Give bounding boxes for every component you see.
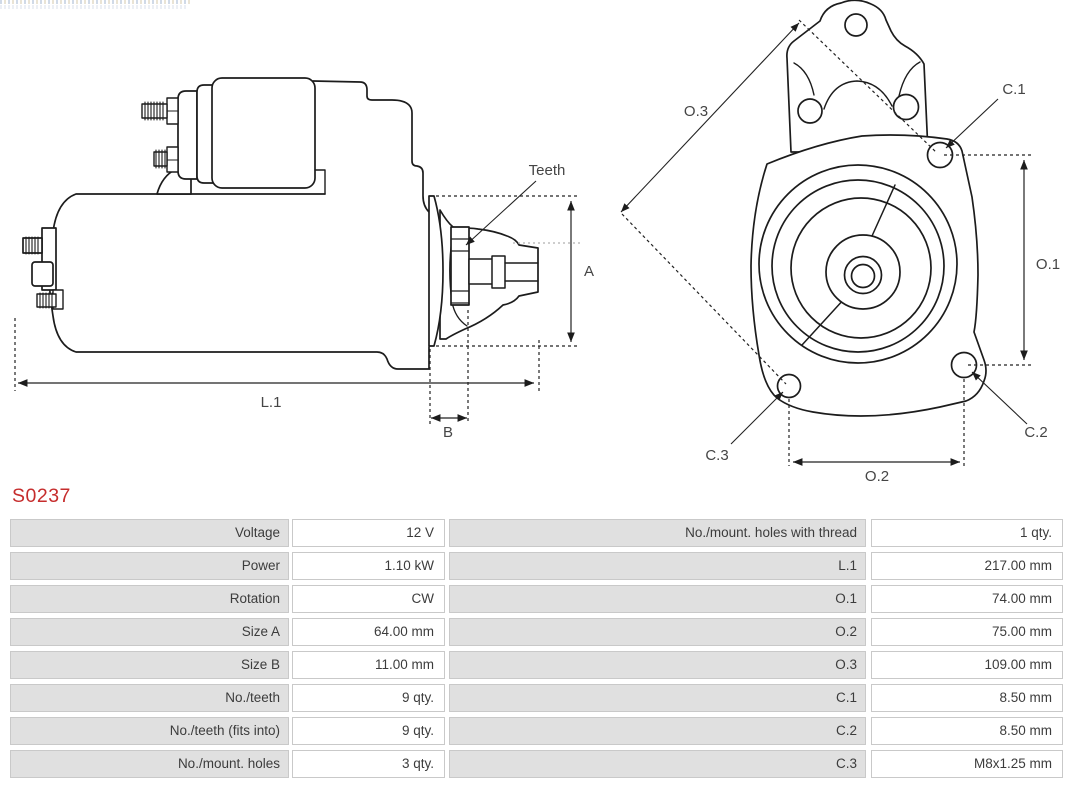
spec-label: Size A [10, 618, 289, 646]
table-row [449, 618, 1063, 646]
shaft-collar [492, 256, 505, 288]
spec-value: 109.00 mm [871, 651, 1063, 679]
spec-label: O.1 [449, 585, 866, 613]
spec-label: C.1 [449, 684, 866, 712]
spec-table-left [10, 519, 445, 783]
dim-a-label: A [583, 263, 595, 280]
table-row [449, 684, 1063, 712]
table-row [10, 585, 445, 613]
c1-leader [946, 99, 998, 148]
spec-label: No./teeth [10, 684, 289, 712]
table-row [449, 519, 1063, 547]
spec-value: 74.00 mm [871, 585, 1063, 613]
spec-value: 3 qty. [292, 750, 445, 778]
table-row [10, 552, 445, 580]
dim-b-label: B [442, 424, 454, 441]
spec-value: 12 V [292, 519, 445, 547]
dim-c3-label: C.3 [705, 447, 729, 464]
table-row [449, 651, 1063, 679]
table-row [449, 717, 1063, 745]
spec-label: C.3 [449, 750, 866, 778]
mount-hole-c2 [952, 353, 977, 378]
teeth-label: Teeth [528, 162, 566, 179]
table-row [10, 618, 445, 646]
dim-o3-label: O.3 [683, 103, 709, 120]
spec-label: No./teeth (fits into) [10, 717, 289, 745]
table-row [449, 552, 1063, 580]
spec-value: 64.00 mm [292, 618, 445, 646]
spec-label: L.1 [449, 552, 866, 580]
spec-label: O.3 [449, 651, 866, 679]
spec-label: C.2 [449, 717, 866, 745]
dim-c1-label: C.1 [1002, 81, 1026, 98]
dim-o1-label: O.1 [1035, 256, 1061, 273]
table-row [10, 519, 445, 547]
drive-bracket [313, 81, 429, 212]
mount-hole-c1 [928, 143, 953, 168]
spec-value: 217.00 mm [871, 552, 1063, 580]
side-view-drawing [23, 78, 538, 369]
dim-c2-label: C.2 [1024, 424, 1048, 441]
spec-value: 8.50 mm [871, 717, 1063, 745]
spec-value: 11.00 mm [292, 651, 445, 679]
table-row [10, 684, 445, 712]
spec-value: M8x1.25 mm [871, 750, 1063, 778]
c2-leader [972, 372, 1027, 424]
spec-value: 1.10 kW [292, 552, 445, 580]
spec-label: No./mount. holes [10, 750, 289, 778]
spec-table-right [449, 519, 1063, 783]
spec-label: O.2 [449, 618, 866, 646]
spec-value: 75.00 mm [871, 618, 1063, 646]
connector-block [32, 262, 53, 286]
crown-right-hole [894, 95, 919, 120]
table-row [10, 750, 445, 778]
table-row [449, 750, 1063, 778]
spec-value: 8.50 mm [871, 684, 1063, 712]
solenoid-cap-outer [178, 91, 197, 179]
spec-label: Rotation [10, 585, 289, 613]
solenoid-cap-inner [197, 85, 213, 183]
solenoid-cylinder [212, 78, 315, 188]
table-row [449, 585, 1063, 613]
crown-left-hole [798, 99, 822, 123]
spec-label: Size B [10, 651, 289, 679]
bore-circle [852, 265, 875, 288]
part-number: S0237 [12, 485, 71, 507]
spec-value: 1 qty. [871, 519, 1063, 547]
spec-value: 9 qty. [292, 684, 445, 712]
spec-value: CW [292, 585, 445, 613]
spec-label: Power [10, 552, 289, 580]
c3-leader [731, 392, 783, 444]
motor-body [49, 194, 429, 369]
crown-top-hole [845, 14, 867, 36]
dim-o2-label: O.2 [864, 468, 890, 485]
front-view-drawing [751, 0, 986, 416]
dim-l1-label: L.1 [260, 394, 282, 411]
table-row [10, 717, 445, 745]
spec-label: No./mount. holes with thread [449, 519, 866, 547]
table-row [10, 651, 445, 679]
spec-value: 9 qty. [292, 717, 445, 745]
spec-label: Voltage [10, 519, 289, 547]
